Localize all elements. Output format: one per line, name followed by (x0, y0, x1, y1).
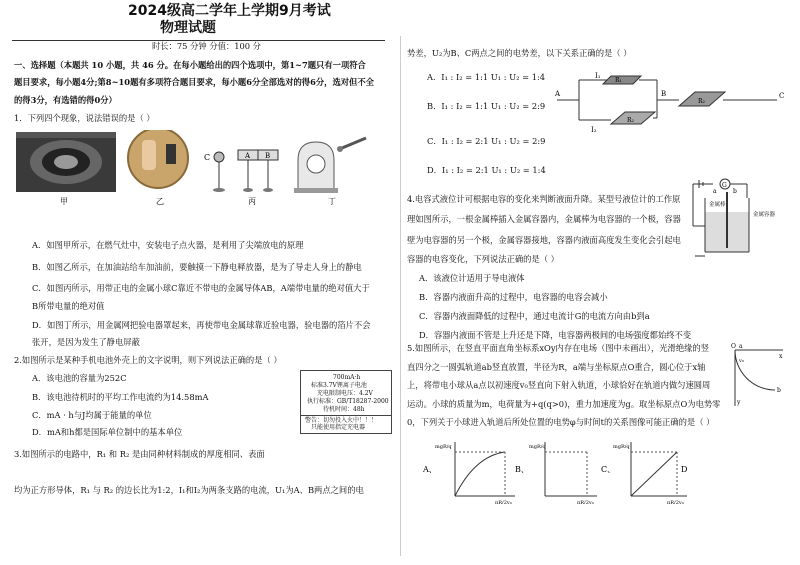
column-separator (400, 36, 401, 556)
fig-label-jia: 甲 (60, 197, 68, 206)
right-column (405, 0, 790, 565)
q3-line-2: 均为正方形导体，R₁ 与 R₂ 的边长比为1:2，I₁和I₂为两条支路的电流，U₁为A、B两点之间的电 (14, 485, 364, 495)
q1-option-a: A．如图甲所示，在燃气灶中，安装电子点火器，是利用了尖端放电的原理 (32, 240, 304, 250)
svg-text:金属棒: 金属棒 (709, 202, 726, 208)
svg-text:A、: A、 (423, 465, 437, 474)
q1-figures (16, 130, 376, 230)
q2-stem: 2.如图所示是某种手机电池外壳上的文字说明，则下列说法正确的是（ ） (14, 355, 282, 365)
q3-line-1: 3.如图所示的电路中，R₁ 和 R₂ 是由同种材料制成的厚度相同、表面 (14, 449, 265, 459)
svg-text:C、: C、 (601, 465, 616, 474)
q5-line-4: 运动。小球的质量为m，电荷量为+q(q>0)，重力加速度为g。取坐标原点O为电势零 (407, 399, 721, 409)
svg-text:B: B (661, 90, 667, 98)
svg-text:I₁: I₁ (595, 72, 601, 80)
q5-line-3: 上，将带电小球从a点以初速度v₀竖直向下射入轨道，小球恰好在轨道内做匀速圆周 (407, 380, 711, 390)
svg-text:πR/2v₀: πR/2v₀ (667, 500, 684, 504)
svg-text:G: G (722, 182, 727, 189)
q5-graph-c (601, 442, 687, 504)
q4-line-3: 壁为电容器的另一个极，金属容器接地，容器内液面高度发生变化会引起电 (407, 235, 681, 245)
svg-text:πR/2v₀: πR/2v₀ (577, 500, 594, 504)
q5-option-graphs[interactable] (405, 434, 790, 504)
battery-label: 700mA·h 标准3.7V锂离子电池 充电限制电压：4.2V 执行标准：GB/T18287-2000 待机时间：48h 警告：切勿投入火中！！！ 只能使用指定充电器 (300, 370, 392, 434)
q4-option-b: B．容器内液面升高的过程中，电容器的电容会减小 (419, 292, 608, 302)
svg-text:B: B (265, 152, 271, 160)
q4-line-1: 4.电容式液位计可根据电容的变化来判断液面升降。某型号液位计的工作原 (407, 194, 681, 204)
header-rule (12, 40, 385, 41)
exam-meta: 时长：75 分钟 分值：100 分 (152, 41, 261, 51)
q2-option-d: D．mA和h都是国际单位制中的基本单位 (32, 427, 183, 437)
q4-option-d: D．容器内液面不管是上升还是下降，电容器两极间的电场强度都始终不变 (419, 330, 692, 340)
svg-text:mgR/q: mgR/q (613, 444, 630, 450)
svg-text:I₂: I₂ (591, 126, 597, 134)
q4-line-4: 容器的电容变化，下列说法正确的是（ ） (407, 254, 559, 264)
q4-level-gauge (687, 176, 787, 260)
q4-option-c: C．容器内液面降低的过程中，通过电流计G的电流方向由b到a (419, 311, 650, 321)
electroscope-figure (294, 138, 366, 193)
svg-text:R₂: R₂ (627, 117, 634, 124)
conductor-figure (204, 150, 278, 192)
q5-line-1: 5.如图所示，在竖直平面直角坐标系xOy内存在电场（图中未画出），光滑绝缘的竖 (407, 343, 710, 353)
q3-option-c: C．I₁ : I₂ = 2:1 U₁ : U₂ = 2:9 (427, 136, 546, 146)
svg-text:A: A (555, 90, 561, 98)
q1-option-d-cont: 张开，是因为发生了静电屏蔽 (32, 337, 140, 347)
section-line-3: 的得3分，有选错的得0分） (14, 95, 117, 105)
q4-option-a: A．该液位计适用于导电液体 (419, 273, 525, 283)
q1-option-b: B．如图乙所示，在加油站给车加油前，要触摸一下静电释放器，是为了导走人身上的静电 (32, 262, 362, 272)
q5-line-2: 直四分之一圆弧轨道ab竖直放置，半径为R，a端与坐标原点O重合，圆心位于x轴 (407, 362, 706, 372)
section-line-1: 一、选择题（本题共 10 小题，共 46 分。在每小题给出的四个选项中，第1~7题只有一项符合 (14, 60, 366, 70)
q5-line-5: 0，下列关于小球进入轨道后所处位置的电势φ与时间t的关系图像可能正确的是（ ） (407, 417, 715, 427)
fig-label-bing: 丙 (248, 197, 256, 206)
svg-text:金属容器: 金属容器 (753, 212, 776, 218)
svg-text:a: a (739, 343, 743, 350)
q3-circuit (555, 70, 787, 142)
q1-option-c: C．如图丙所示，用带正电的金属小球C靠近不带电的金属导体AB，A端带电量的绝对值大于 (32, 283, 370, 293)
q2-option-c: C．mA · h与J均属于能量的单位 (32, 410, 152, 420)
q3-option-a: A．I₁ : I₂ = 1:1 U₁ : U₂ = 1:4 (427, 72, 546, 82)
exam-subtitle: 物理试题 (160, 20, 216, 36)
fig-label-yi: 乙 (156, 197, 164, 206)
svg-text:C: C (204, 153, 211, 162)
svg-text:B、: B、 (515, 465, 529, 474)
svg-text:R₁: R₁ (615, 77, 622, 84)
svg-text:mgR/q: mgR/q (435, 444, 452, 450)
hand-photo (128, 130, 188, 188)
section-line-2: 题目要求，每小题4分;第8~10题有多项符合题目要求，每小题6分全部选对的得6分，选对但不全 (14, 77, 374, 87)
svg-text:πR/2v₀: πR/2v₀ (495, 500, 512, 504)
svg-text:y: y (737, 399, 741, 406)
q1-option-c-cont: B所带电量的绝对值 (32, 301, 105, 311)
left-column (10, 0, 395, 565)
gas-stove-photo (16, 132, 116, 192)
fig-label-ding: 丁 (328, 197, 336, 206)
q5-graph-b (515, 442, 597, 504)
q3-option-d: D．I₁ : I₂ = 2:1 U₁ : U₂ = 1:4 (427, 165, 546, 175)
svg-text:A: A (245, 152, 251, 160)
q5-arc-figure (731, 340, 787, 410)
q5-option-d-label: D (681, 465, 688, 474)
q4-line-2: 理如图所示，一根金属棒插入金属容器内，金属棒为电容器的一个极，容器 (407, 214, 681, 224)
q1-option-d: D．如图丁所示，用金属网把验电器罩起来，再使带电金属球靠近验电器，验电器的箔片不会 (32, 320, 371, 330)
svg-text:a: a (713, 188, 717, 195)
q2-option-a: A．该电池的容量为252C (32, 373, 127, 383)
svg-text:x: x (779, 353, 783, 360)
svg-text:O: O (731, 343, 736, 350)
svg-text:R₂: R₂ (698, 98, 705, 105)
svg-text:C: C (779, 92, 785, 100)
svg-text:b: b (777, 387, 781, 394)
q3-option-b: B．I₁ : I₂ = 1:1 U₁ : U₂ = 2:9 (427, 101, 546, 111)
q2-option-b: B．该电池待机时的平均工作电流约为14.58mA (32, 392, 209, 402)
q5-graph-a (422, 442, 515, 504)
exam-title: 2024级高二学年上学期9月考试 (128, 3, 331, 19)
svg-text:mgR/q: mgR/q (529, 444, 546, 450)
svg-text:v₀: v₀ (739, 358, 744, 364)
q3-line-3: 势差，U₂为B、C两点之间的电势差，以下关系正确的是（ ） (407, 48, 632, 58)
svg-text:b: b (733, 188, 737, 195)
q1-stem: 1．下列四个现象，说法错误的是（ ） (14, 113, 155, 123)
